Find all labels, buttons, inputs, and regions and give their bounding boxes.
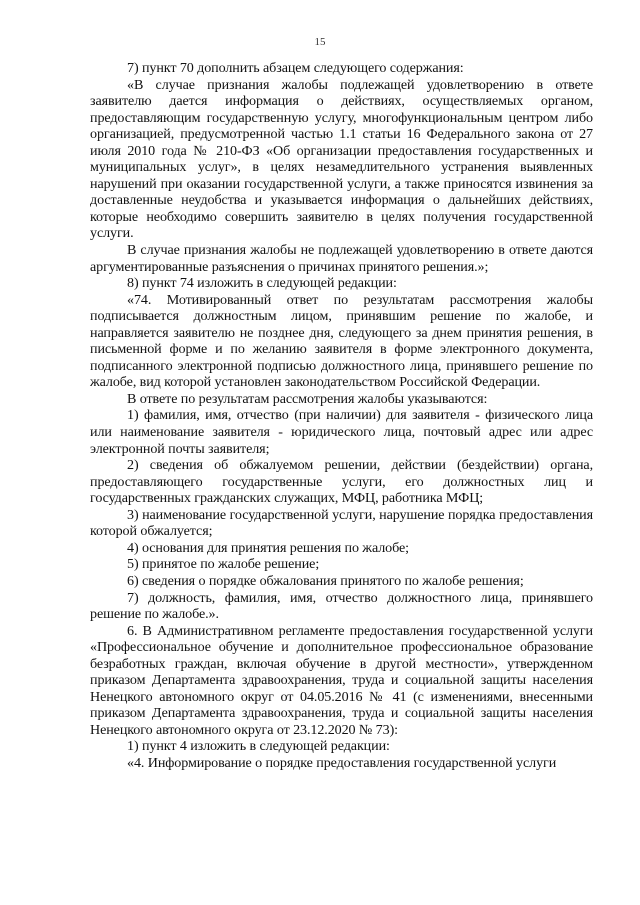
list-item-6: 6) сведения о порядке обжалования принятого по жалобе решения; xyxy=(127,572,524,589)
paragraph-clause-74: «74. Мотивированный ответ по результатам рассмотрения жалобы подписывается должностным лицом, принявшим решение по жалобе, и направляется заявителю не позднее дня, следующего за днем принятия решения, в письменной форме и по желанию заявителя в форме электронного документа, подписанного электронной подписью должностного лица, принявшего решение по жалобе, вид которой установлен законодательством Российской Федерации. xyxy=(90,291,593,391)
paragraph-item-8-intro: 8) пункт 74 изложить в следующей редакции: xyxy=(127,275,397,292)
paragraph-clause-4: «4. Информирование о порядке предоставления государственной услуги xyxy=(127,754,557,771)
paragraph-complaint-rejected: В случае признания жалобы не подлежащей удовлетворению в ответе даются аргументированные разъяснения о причинах принятого решения.»; xyxy=(90,242,593,275)
paragraph-response-contents: В ответе по результатам рассмотрения жалобы указываются: xyxy=(127,390,488,407)
paragraph-item-7-intro: 7) пункт 70 дополнить абзацем следующего содержания: xyxy=(127,60,464,76)
list-item-5: 5) принятое по жалобе решение; xyxy=(127,556,320,573)
document-body xyxy=(90,60,593,772)
list-item-3: 3) наименование государственной услуги, нарушение порядка предоставления которой обжалуется; xyxy=(90,506,593,540)
list-item-1: 1) фамилия, имя, отчество (при наличии) для заявителя - физического лица или наименование заявителя - юридического лица, почтовый адрес или адрес электронной почты заявителя; xyxy=(90,407,593,457)
page-number: 15 xyxy=(314,36,326,48)
list-item-2: 2) сведения об обжалуемом решении, действии (бездействии) органа, предоставляющего государственные услуги, его должностных лиц и государственных гражданских служащих, МФЦ, работника МФЦ; xyxy=(90,457,593,507)
paragraph-complaint-satisfied: «В случае признания жалобы подлежащей удовлетворению в ответе заявителю дается информация о действиях, осуществляемых органом, предоставляющим государственную услугу, многофункциональным центром либо организацией, предусмотренной частью 1.1 статьи 16 Федерального закона от 27 июля 2010 года № 210-ФЗ «Об организации предоставления государственных и муниципальных услуг», в целях незамедлительного устранения выявленных нарушений при оказании государственной услуги, а также приносятся извинения за доставленные неудобства и указывается информация о дальнейших действиях, которые необходимо совершить заявителю в целях получения государственной услуги. xyxy=(90,76,593,242)
paragraph-section-6: 6. В Административном регламенте предоставления государственной услуги «Профессиональное обучение и дополнительное профессиональное образование безработных граждан, включая обучение в другой местности», утвержденном приказом Департамента здравоохранения, труда и социальной защиты населения Ненецкого автономного округ от 04.05.2016 № 41 (с изменениями, внесенными приказом Департамента здравоохранения, труда и социальной защиты населения Ненецкого автономного округа от 23.12.2020 № 73): xyxy=(90,622,593,738)
list-item-7: 7) должность, фамилия, имя, отчество должностного лица, принявшего решение по жалобе.». xyxy=(90,589,593,623)
list-item-4: 4) основания для принятия решения по жалобе; xyxy=(127,539,409,556)
paragraph-item-1-intro: 1) пункт 4 изложить в следующей редакции: xyxy=(127,738,390,755)
